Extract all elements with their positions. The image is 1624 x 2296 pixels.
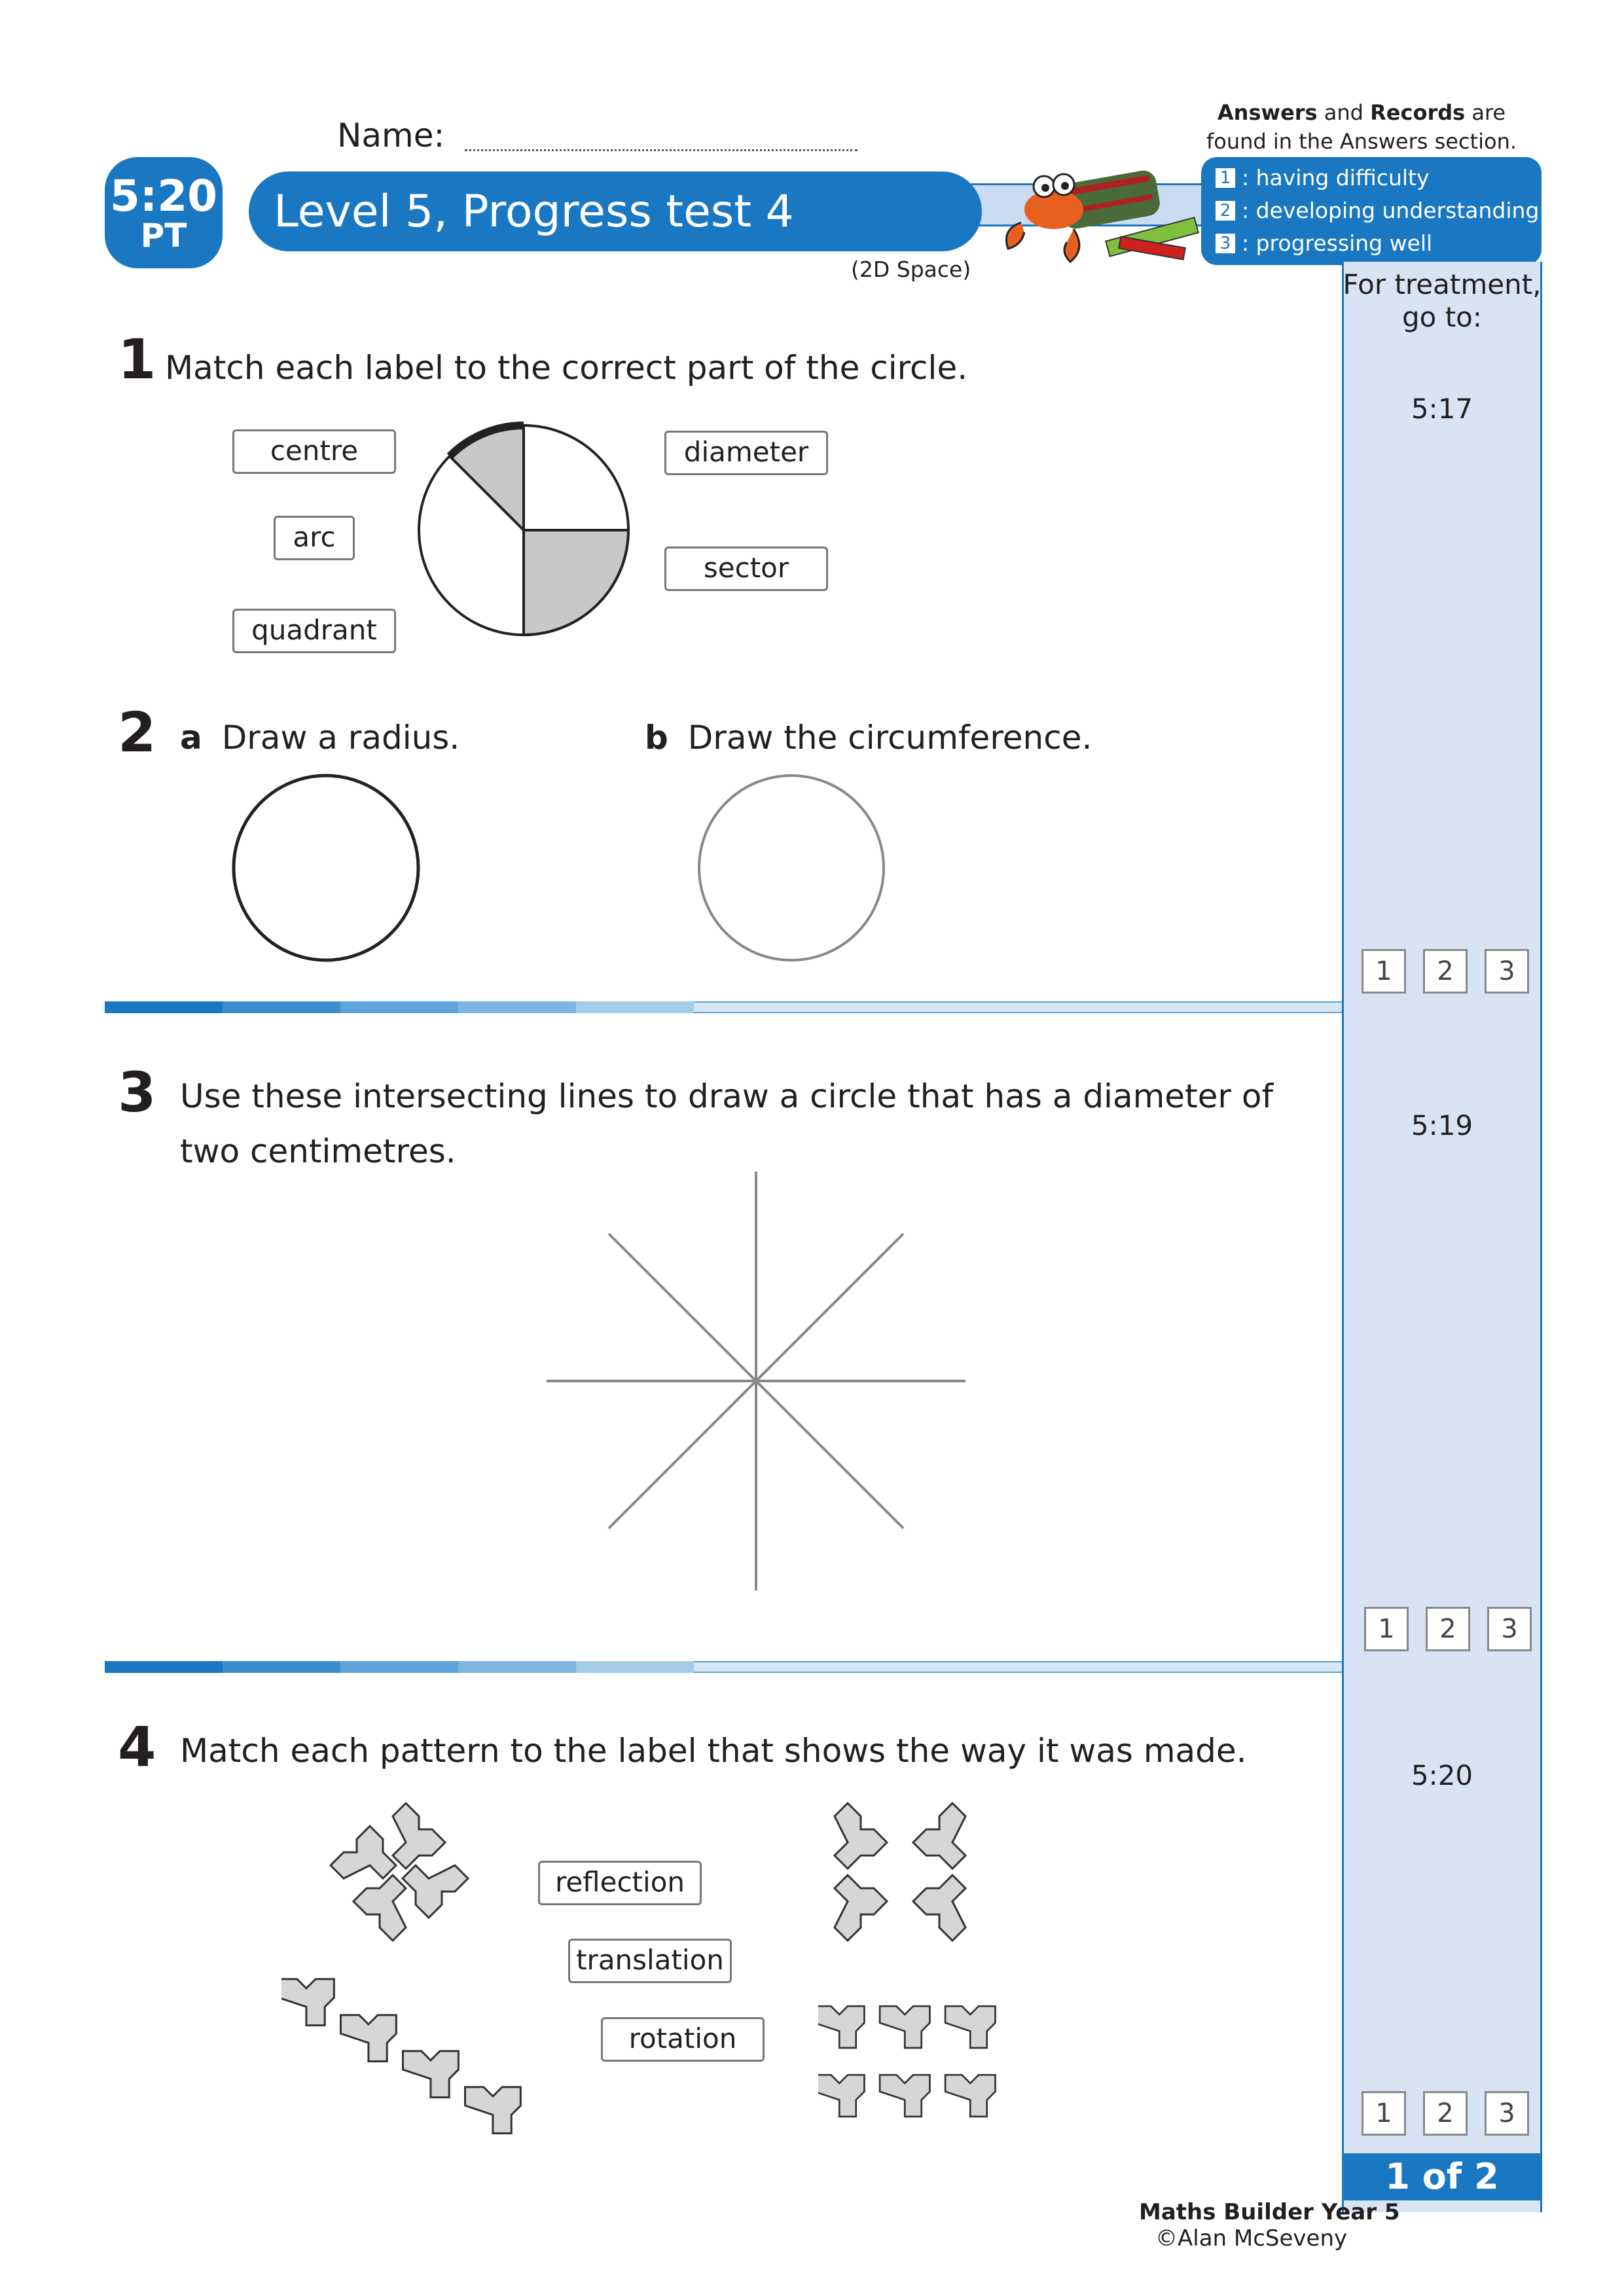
rating-box[interactable]: 2 <box>1423 949 1468 994</box>
reflection-pattern[interactable] <box>828 1800 972 1944</box>
rating-boxes <box>1362 2091 1529 2136</box>
lesson-code: 5:20 <box>109 171 218 221</box>
section-divider <box>105 1661 1342 1673</box>
question-number: 3 <box>118 1060 156 1124</box>
label-quadrant[interactable]: quadrant <box>232 609 396 653</box>
name-line[interactable] <box>465 149 857 151</box>
label-translation[interactable]: translation <box>568 1939 732 1983</box>
label-centre[interactable]: centre <box>232 429 396 474</box>
rating-box[interactable]: 2 <box>1423 2091 1468 2136</box>
question-number: 4 <box>118 1715 156 1779</box>
rotation-pattern[interactable] <box>327 1800 471 1944</box>
lobster-mascot-icon <box>982 151 1218 281</box>
rating-boxes <box>1362 949 1529 994</box>
treatment-heading: For treatment, go to: <box>1343 268 1542 333</box>
legend-item: 1 : having difficulty <box>1216 165 1430 190</box>
treatment-ref: 5:19 <box>1411 1109 1473 1141</box>
legend-box <box>1201 157 1542 265</box>
label-diameter[interactable]: diameter <box>664 431 828 475</box>
label-reflection[interactable]: reflection <box>538 1861 702 1905</box>
book-title: Maths Builder Year 5 <box>1139 2199 1400 2225</box>
radius-circle[interactable] <box>230 772 422 963</box>
treatment-ref: 5:20 <box>1411 1759 1473 1791</box>
question-number: 1 <box>118 327 156 391</box>
circumference-circle[interactable] <box>696 772 887 963</box>
grid-pattern[interactable] <box>818 1983 1028 2134</box>
rating-box[interactable]: 2 <box>1426 1607 1470 1651</box>
legend-item: 3 : progressing well <box>1216 230 1432 256</box>
translation-pattern[interactable] <box>281 1957 543 2147</box>
question-text: Match each pattern to the label that shows the way it was made. <box>180 1732 1247 1770</box>
lesson-code-badge <box>105 157 223 268</box>
copyright: ©Alan McSeveny <box>1155 2225 1348 2251</box>
part-a: a Draw a radius. <box>180 719 460 757</box>
page-title: Level 5, Progress test 4 <box>274 186 794 238</box>
question-number: 2 <box>118 700 156 764</box>
label-sector[interactable]: sector <box>664 547 828 591</box>
legend-item: 2 : developing understanding <box>1216 198 1539 223</box>
treatment-ref: 5:17 <box>1411 393 1473 425</box>
part-b: b Draw the circumference. <box>645 719 1092 757</box>
subject-note: (2D Space) <box>851 257 971 282</box>
section-divider <box>105 1001 1342 1013</box>
page-number: 1 of 2 <box>1342 2153 1542 2200</box>
intersecting-lines[interactable] <box>543 1172 969 1597</box>
rating-box[interactable]: 3 <box>1485 2091 1529 2136</box>
rating-box[interactable]: 3 <box>1485 949 1529 994</box>
rating-box[interactable]: 1 <box>1362 949 1406 994</box>
rating-box[interactable]: 1 <box>1364 1607 1409 1651</box>
lesson-type: PT <box>140 217 187 255</box>
label-rotation[interactable]: rotation <box>601 2017 765 2062</box>
rating-box[interactable]: 3 <box>1487 1607 1532 1651</box>
question-text: Use these intersecting lines to draw a circle that has a diameter of two centimetres. <box>180 1077 1274 1170</box>
treatment-column <box>1342 262 1542 2212</box>
labelled-circle <box>412 419 635 641</box>
question-text: Match each label to the correct part of the circle. <box>165 349 968 387</box>
name-label: Name: <box>337 117 445 154</box>
rating-boxes <box>1364 1607 1532 1651</box>
rating-box[interactable]: 1 <box>1362 2091 1406 2136</box>
label-arc[interactable]: arc <box>274 516 355 560</box>
answers-note: Answers and Records are found in the Answers section. <box>1206 100 1517 154</box>
